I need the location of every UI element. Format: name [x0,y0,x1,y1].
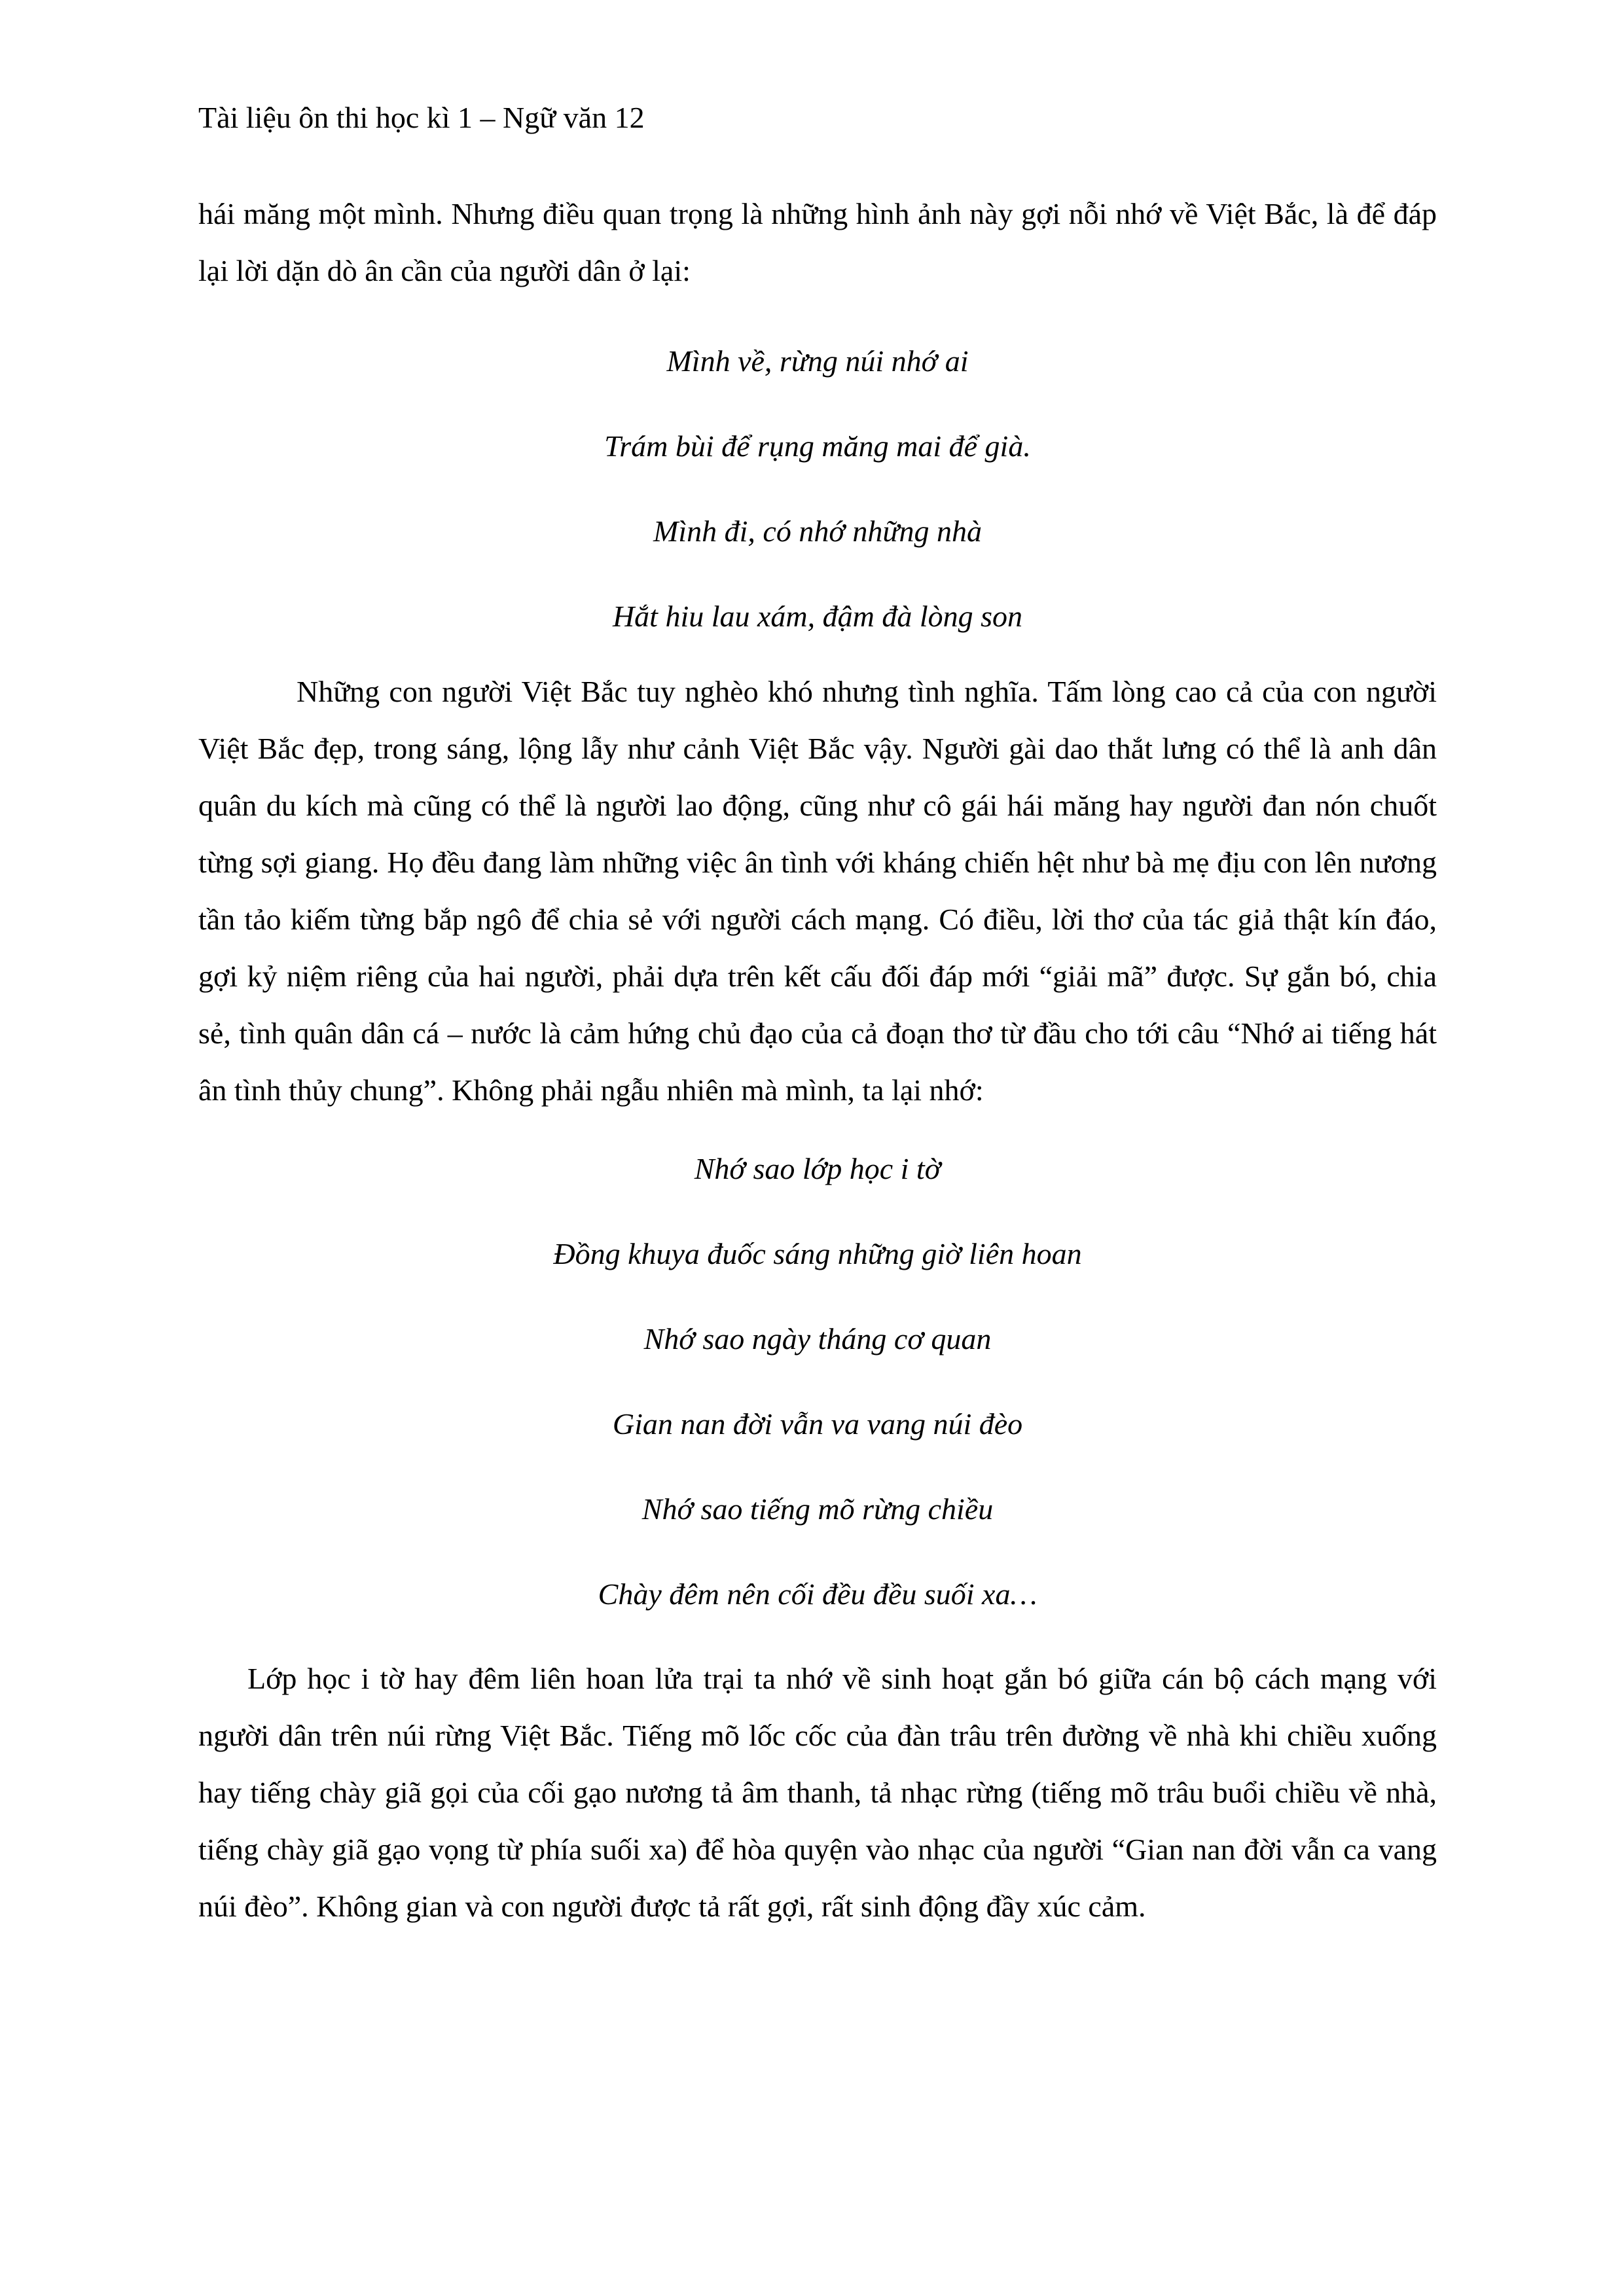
paragraph-2: Những con người Việt Bắc tuy nghèo khó nhưng tình nghĩa. Tấm lòng cao cả của con người Việt Bắc đẹp, trong sáng, lộng lẫy như cảnh Việt Bắc vậy. Người gài dao thắt lưng có thể là anh dân quân du kích mà cũng có thể là người lao động, cũng như cô gái hái măng hay người đan nón chuốt từng sợi giang. Họ đều đang làm những việc ân tình với kháng chiến hệt như bà mẹ địu con lên nương tần tảo kiếm từng bắp ngô để chia sẻ với người cách mạng. Có điều, lời thơ của tác giả thật kín đáo, gợi kỷ niệm riêng của hai người, phải dựa trên kết cấu đối đáp mới “giải mã” được. Sự gắn bó, chia sẻ, tình quân dân cá – nước là cảm hứng chủ đạo của cả đoạn thơ từ đầu cho tới câu “Nhớ ai tiếng hát ân tình thủy chung”. Không phải ngẫu nhiên mà mình, ta lại nhớ: [198,675,1437,1107]
poem-line: Nhớ sao ngày tháng cơ quan [643,1322,992,1355]
poem-line: Đồng khuya đuốc sáng những giờ liên hoan [553,1237,1082,1270]
poem-excerpt-2 [198,1126,1437,1637]
poem-line: Nhớ sao lớp học i tờ [694,1152,941,1185]
poem-line: Mình về, rừng núi nhớ ai [666,344,969,378]
poem-line: Trám bùi để rụng măng mai để già. [604,429,1031,463]
page-header: Tài liệu ôn thi học kì 1 – Ngữ văn 12 [198,101,645,134]
poem-line: Mình đi, có nhớ những nhà [653,514,982,548]
poem-excerpt-1 [198,319,1437,659]
poem-line: Gian nan đời vẫn va vang núi đèo [612,1407,1023,1441]
paragraph-1: hái măng một mình. Nhưng điều quan trọng là những hình ảnh này gợi nỗi nhớ về Việt Bắc, là để đáp lại lời dặn dò ân cần của người dân ở lại: [198,197,1437,287]
page-content [198,185,1437,1935]
poem-line: Hắt hiu lau xám, đậm đà lòng son [612,600,1023,633]
poem-line: Chày đêm nên cối đều đều suối xa… [598,1577,1038,1611]
paragraph-3: Lớp học i tờ hay đêm liên hoan lửa trại ta nhớ về sinh hoạt gắn bó giữa cán bộ cách mạng với người dân trên núi rừng Việt Bắc. Tiếng mõ lốc cốc của đàn trâu trên đường về nhà khi chiều xuống hay tiếng chày giã gọi của cối gạo nương tả âm thanh, tả nhạc rừng (tiếng mõ trâu buổi chiều về nhà, tiếng chày giã gạo vọng từ phía suối xa) để hòa quyện vào nhạc của người “Gian nan đời vẫn ca vang núi đèo”. Không gian và con người được tả rất gợi, rất sinh động đầy xúc cảm. [198,1662,1437,1923]
poem-line: Nhớ sao tiếng mõ rừng chiều [641,1492,994,1526]
